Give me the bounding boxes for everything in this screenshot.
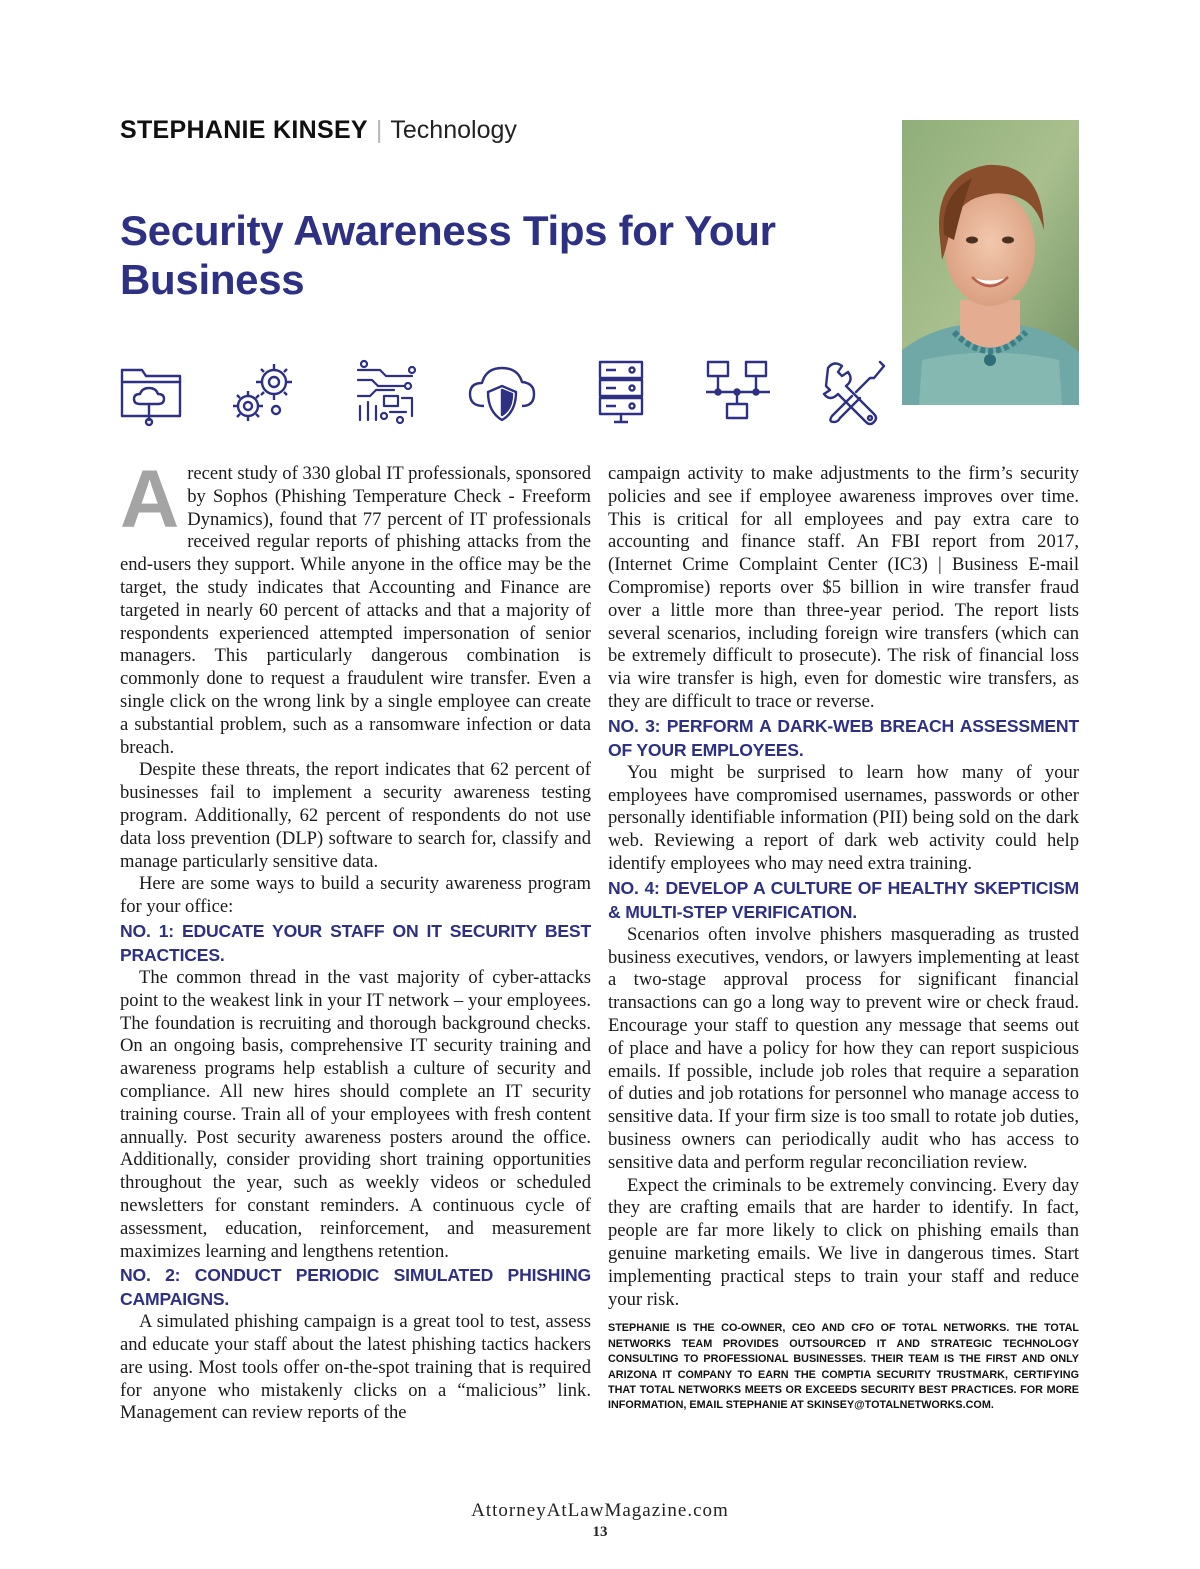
byline-separator: |: [375, 116, 383, 144]
byline: [120, 116, 517, 145]
paragraph-intro: [120, 454, 591, 759]
article-column-left: [120, 454, 591, 1425]
cloud-folder-icon: [116, 356, 188, 428]
page-footer: [0, 1500, 1200, 1541]
cloud-shield-icon: [466, 356, 538, 428]
section-heading-2: NO. 2: CONDUCT PERIODIC SIMULATED PHISHING CAMPAIGNS.: [120, 1265, 591, 1310]
article-title: Security Awareness Tips for Your Business: [120, 207, 776, 303]
author-photo: [902, 120, 1079, 405]
paragraph: Scenarios often involve phishers masquerading as trusted business executives, vendors, or lawyers implementing at least a two-stage approval process for significant financial transactions can go a long way to prevent wire or check fraud. Encourage your staff to question any message that seems out of place and have a policy for how they can report suspicious emails. If possible, include job roles that require a separation of duties and job rotations for personnel who manage access to sensitive data. If your firm size is too small to rotate job duties, business owners can periodically audit who has access to sensitive data and perform regular reconciliation review.: [608, 923, 1079, 1173]
circuit-icon: [350, 356, 422, 428]
section-heading-1: NO. 1: EDUCATE YOUR STAFF ON IT SECURITY BEST PRACTICES.: [120, 920, 591, 965]
author-bio: STEPHANIE IS THE CO-OWNER, CEO AND CFO OF TOTAL NETWORKS. THE TOTAL NETWORKS TEAM PROVIDES OUTSOURCED IT AND STRATEGIC TECHNOLOGY CONSULTING TO PROFESSIONAL BUSINESSES. THEIR TEAM IS THE FIRST AND ONLY ARIZONA IT COMPANY TO EARN THE COMPTIA SECURITY TRUSTMARK, CERTIFYING THAT TOTAL NETWORKS MEETS OR EXCEEDS SECURITY BEST PRACTICES. FOR MORE INFORMATION, EMAIL STEPHANIE AT SKINSEY@TOTALNETWORKS.COM.: [608, 1322, 1079, 1412]
section-heading-4: NO. 4: DEVELOP A CULTURE OF HEALTHY SKEPTICISM & MULTI-STEP VERIFICATION.: [608, 877, 1079, 922]
network-icon: [702, 356, 774, 428]
paragraph: campaign activity to make adjustments to the firm’s security policies and see if employee awareness improves over time. This is critical for all employees and pay extra care to accounting and finance staff. An FBI report from 2017, (Internet Crime Complaint Center (IC3) | Business E-mail Compromise) reports over $5 billion in wire transfer fraud over a little more than three-year period. The report lists several scenarios, including foreign wire transfers (which can be extremely difficult to prosecute). The risk of financial loss via wire transfer is high, even for domestic wire transfers, as they are difficult to trace or reverse.: [608, 463, 1079, 712]
article-column-right: [608, 463, 1079, 1414]
page-number: 13: [592, 1524, 608, 1540]
paragraph: Here are some ways to build a security awareness program for your office:: [120, 873, 591, 918]
section-label: Technology: [390, 116, 517, 144]
drop-cap: A: [120, 454, 180, 545]
gears-icon: [228, 356, 300, 428]
intro-text: recent study of 330 global IT professionals, sponsored by Sophos (Phishing Temperature Check - Freeform Dynamics), found that 77 percent of IT professionals received regular reports of phishing attacks from the end-users they support. While anyone in the office may be the target, the study indicates that Accounting and Finance are targeted in nearly 60 percent of attacks and that a majority of respondents experienced attempted impersonation of senior managers. This particularly dangerous combination is commonly done to request a fraudulent wire transfer. Even a single click on the wrong link by a single employee can create a substantial problem, such as a ransomware infection or data breach.: [120, 463, 591, 758]
author-name: STEPHANIE KINSEY: [120, 116, 368, 144]
paragraph: Despite these threats, the report indicates that 62 percent of businesses fail to implement a security awareness testing program. Additionally, 62 percent of respondents do not use data loss prevention (DLP) software to search for, classify and manage particularly sensitive data.: [120, 759, 591, 872]
section-heading-3: NO. 3: PERFORM A DARK-WEB BREACH ASSESSMENT OF YOUR EMPLOYEES.: [608, 715, 1079, 760]
paragraph: Expect the criminals to be extremely convincing. Every day they are crafting emails that are harder to identify. In fact, people are far more likely to click on phishing emails than genuine marketing emails. We live in dangerous times. Start implementing practical steps to train your staff and reduce your risk.: [608, 1174, 1079, 1310]
server-rack-icon: [586, 356, 658, 428]
footer-site: AttorneyAtLawMagazine.com: [471, 1500, 729, 1521]
paragraph: A simulated phishing campaign is a great tool to test, assess and educate your staff about the latest phishing tactics hackers are using. Most tools offer on-the-spot training that is required for anyone who mistakenly clicks on a “malicious” link. Management can review reports of the: [120, 1311, 591, 1424]
tools-icon: [818, 356, 890, 428]
icon-row: [116, 356, 896, 432]
paragraph: The common thread in the vast majority of cyber-attacks point to the weakest link in your IT network – your employees. The foundation is recruiting and thorough background checks. On an ongoing basis, comprehensive IT security training and awareness programs help establish a culture of security and compliance. All new hires should complete an IT security training course. Train all of your employees with fresh content annually. Post security awareness posters around the office. Additionally, consider providing short training opportunities throughout the year, such as weekly videos or scheduled newsletters for constant reminders. A continuous cycle of assessment, education, reinforcement, and measurement maximizes learning and lengthens retention.: [120, 966, 591, 1262]
paragraph: You might be surprised to learn how many of your employees have compromised usernames, passwords or other personally identifiable information (PII) being sold on the dark web. Reviewing a report of dark web activity could help identify employees who may need extra training.: [608, 761, 1079, 874]
